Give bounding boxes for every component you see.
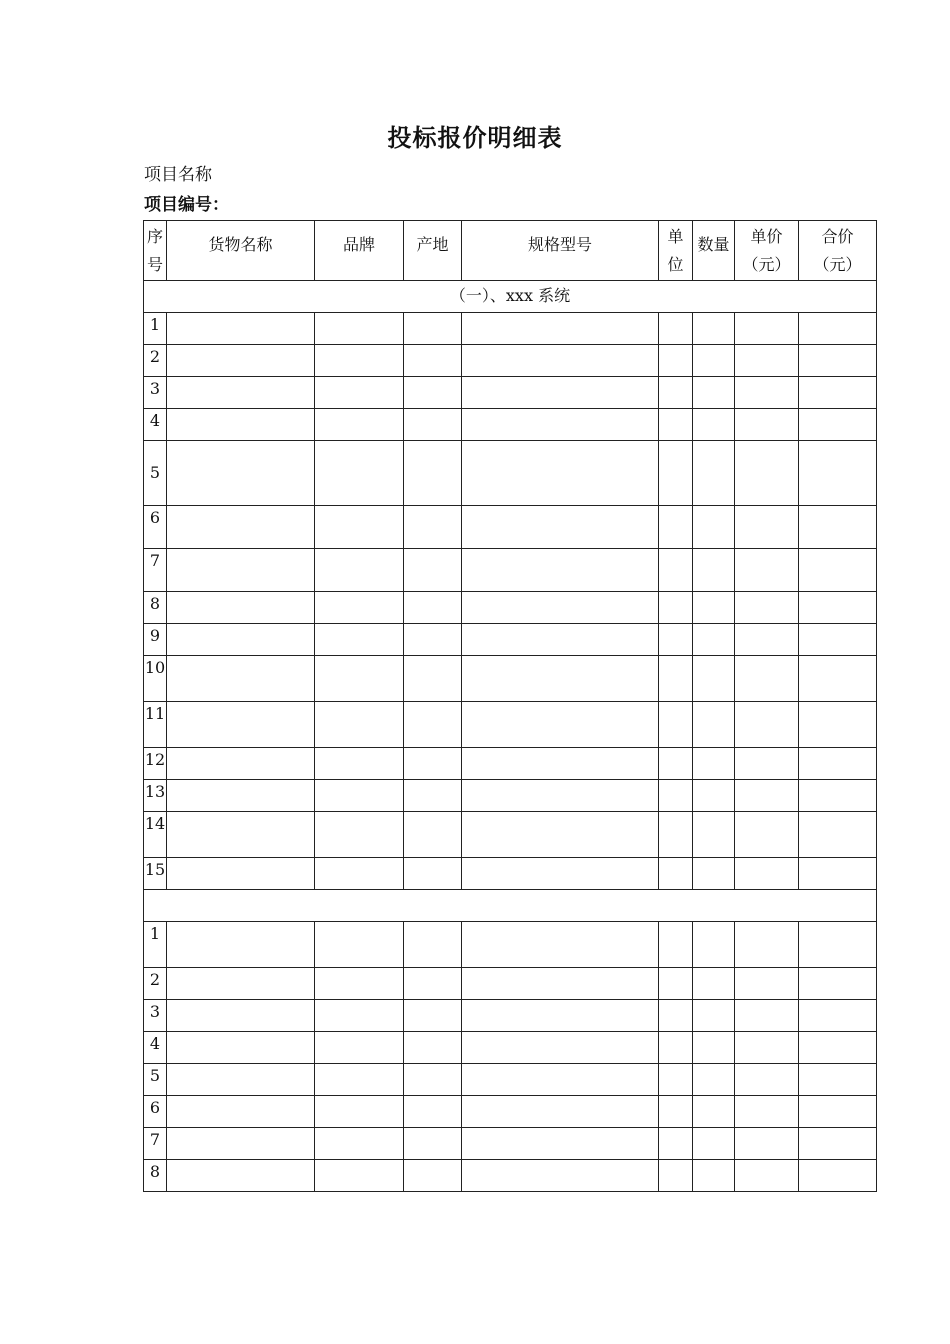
brand-cell [315, 702, 404, 748]
table-row [144, 858, 877, 890]
total-price-cell [799, 592, 877, 624]
brand-cell [315, 345, 404, 377]
total-price-cell [799, 922, 877, 968]
unit-price-cell [735, 812, 799, 858]
header-qty: 数量 [693, 221, 735, 281]
total-price-cell [799, 702, 877, 748]
spec-cell [462, 702, 659, 748]
unit-price-cell [735, 313, 799, 345]
brand-cell [315, 1128, 404, 1160]
qty-cell [693, 624, 735, 656]
seq-cell: 3 [144, 1000, 167, 1032]
unit-price-cell [735, 409, 799, 441]
goods-name-cell [167, 1032, 315, 1064]
brand-cell [315, 506, 404, 549]
total-price-cell [799, 748, 877, 780]
origin-cell [404, 345, 462, 377]
table-row [144, 748, 877, 780]
seq-cell: 8 [144, 1160, 167, 1192]
origin-cell [404, 1032, 462, 1064]
brand-cell [315, 780, 404, 812]
spec-cell [462, 780, 659, 812]
qty-cell [693, 1160, 735, 1192]
table-row [144, 1096, 877, 1128]
unit-price-cell [735, 1064, 799, 1096]
brand-cell [315, 656, 404, 702]
brand-cell [315, 592, 404, 624]
spec-cell [462, 968, 659, 1000]
qty-cell [693, 506, 735, 549]
spec-cell [462, 1064, 659, 1096]
table-row [144, 968, 877, 1000]
unit-cell [659, 1032, 693, 1064]
unit-price-cell [735, 858, 799, 890]
goods-name-cell [167, 968, 315, 1000]
unit-price-cell [735, 377, 799, 409]
qty-cell [693, 780, 735, 812]
brand-cell [315, 1032, 404, 1064]
origin-cell [404, 656, 462, 702]
unit-price-cell [735, 592, 799, 624]
unit-cell [659, 549, 693, 592]
unit-price-cell [735, 624, 799, 656]
goods-name-cell [167, 313, 315, 345]
goods-name-cell [167, 1160, 315, 1192]
section-title: （一）、xxx 系统 [144, 281, 877, 313]
unit-cell [659, 624, 693, 656]
table-row [144, 624, 877, 656]
spec-cell [462, 656, 659, 702]
goods-name-cell [167, 345, 315, 377]
unit-cell [659, 1064, 693, 1096]
qty-cell [693, 748, 735, 780]
goods-name-cell [167, 1096, 315, 1128]
goods-name-cell [167, 409, 315, 441]
origin-cell [404, 922, 462, 968]
unit-cell [659, 313, 693, 345]
spec-cell [462, 1096, 659, 1128]
spec-cell [462, 922, 659, 968]
qty-cell [693, 441, 735, 506]
seq-cell: 13 [144, 780, 167, 812]
table-row [144, 1032, 877, 1064]
origin-cell [404, 858, 462, 890]
goods-name-cell [167, 592, 315, 624]
origin-cell [404, 702, 462, 748]
table-row [144, 549, 877, 592]
section-title-row [144, 890, 877, 922]
seq-cell: 14 [144, 812, 167, 858]
total-price-cell [799, 345, 877, 377]
unit-price-cell [735, 748, 799, 780]
spec-cell [462, 377, 659, 409]
unit-cell [659, 345, 693, 377]
total-price-cell [799, 1032, 877, 1064]
total-price-cell [799, 968, 877, 1000]
table-row [144, 345, 877, 377]
table-row [144, 592, 877, 624]
seq-cell: 5 [144, 441, 167, 506]
unit-price-cell [735, 1160, 799, 1192]
brand-cell [315, 1160, 404, 1192]
quote-detail-table [143, 220, 877, 1192]
header-total-price: 合价 （元） [799, 221, 877, 281]
unit-cell [659, 812, 693, 858]
spec-cell [462, 345, 659, 377]
total-price-cell [799, 506, 877, 549]
brand-cell [315, 409, 404, 441]
brand-cell [315, 858, 404, 890]
project-code-label: 项目编号： [144, 195, 229, 215]
header-row [144, 221, 877, 281]
total-price-cell [799, 858, 877, 890]
goods-name-cell [167, 1128, 315, 1160]
header-seq: 序 号 [144, 221, 167, 281]
unit-cell [659, 780, 693, 812]
goods-name-cell [167, 702, 315, 748]
unit-price-cell [735, 702, 799, 748]
origin-cell [404, 592, 462, 624]
brand-cell [315, 377, 404, 409]
spec-cell [462, 506, 659, 549]
qty-cell [693, 345, 735, 377]
table-row [144, 1128, 877, 1160]
table-row [144, 506, 877, 549]
seq-cell: 10 [144, 656, 167, 702]
brand-cell [315, 968, 404, 1000]
qty-cell [693, 656, 735, 702]
unit-price-cell [735, 968, 799, 1000]
qty-cell [693, 592, 735, 624]
brand-cell [315, 922, 404, 968]
unit-price-cell [735, 345, 799, 377]
qty-cell [693, 1064, 735, 1096]
seq-cell: 5 [144, 1064, 167, 1096]
unit-price-cell [735, 1128, 799, 1160]
brand-cell [315, 1096, 404, 1128]
qty-cell [693, 377, 735, 409]
table-row [144, 441, 877, 506]
origin-cell [404, 624, 462, 656]
header-spec: 规格型号 [462, 221, 659, 281]
total-price-cell [799, 1160, 877, 1192]
origin-cell [404, 780, 462, 812]
unit-cell [659, 748, 693, 780]
total-price-cell [799, 377, 877, 409]
unit-cell [659, 858, 693, 890]
origin-cell [404, 506, 462, 549]
goods-name-cell [167, 506, 315, 549]
total-price-cell [799, 409, 877, 441]
spec-cell [462, 549, 659, 592]
unit-price-cell [735, 506, 799, 549]
table-row [144, 313, 877, 345]
seq-cell: 9 [144, 624, 167, 656]
spec-cell [462, 592, 659, 624]
qty-cell [693, 858, 735, 890]
brand-cell [315, 812, 404, 858]
unit-cell [659, 409, 693, 441]
qty-cell [693, 1096, 735, 1128]
spec-cell [462, 441, 659, 506]
goods-name-cell [167, 748, 315, 780]
qty-cell [693, 313, 735, 345]
goods-name-cell [167, 858, 315, 890]
goods-name-cell [167, 377, 315, 409]
qty-cell [693, 549, 735, 592]
goods-name-cell [167, 441, 315, 506]
section-title-row [144, 281, 877, 313]
brand-cell [315, 1000, 404, 1032]
spec-cell [462, 409, 659, 441]
total-price-cell [799, 1064, 877, 1096]
unit-price-cell [735, 1000, 799, 1032]
unit-cell [659, 1000, 693, 1032]
qty-cell [693, 968, 735, 1000]
origin-cell [404, 377, 462, 409]
unit-price-cell [735, 1096, 799, 1128]
qty-cell [693, 409, 735, 441]
header-origin: 产地 [404, 221, 462, 281]
header-goods-name: 货物名称 [167, 221, 315, 281]
spec-cell [462, 812, 659, 858]
goods-name-cell [167, 1000, 315, 1032]
total-price-cell [799, 656, 877, 702]
unit-cell [659, 1128, 693, 1160]
table-row [144, 780, 877, 812]
table-row [144, 409, 877, 441]
seq-cell: 4 [144, 1032, 167, 1064]
unit-price-cell [735, 549, 799, 592]
goods-name-cell [167, 1064, 315, 1096]
unit-cell [659, 377, 693, 409]
spec-cell [462, 1032, 659, 1064]
qty-cell [693, 702, 735, 748]
origin-cell [404, 1064, 462, 1096]
goods-name-cell [167, 812, 315, 858]
table-row [144, 656, 877, 702]
header-brand: 品牌 [315, 221, 404, 281]
total-price-cell [799, 780, 877, 812]
brand-cell [315, 624, 404, 656]
table-row [144, 1160, 877, 1192]
spec-cell [462, 1000, 659, 1032]
unit-cell [659, 592, 693, 624]
qty-cell [693, 1032, 735, 1064]
seq-cell: 1 [144, 922, 167, 968]
table-row [144, 702, 877, 748]
goods-name-cell [167, 922, 315, 968]
brand-cell [315, 549, 404, 592]
table-row [144, 377, 877, 409]
brand-cell [315, 748, 404, 780]
unit-price-cell [735, 656, 799, 702]
header-unit: 单 位 [659, 221, 693, 281]
seq-cell: 2 [144, 345, 167, 377]
origin-cell [404, 1096, 462, 1128]
project-name-label: 项目名称 [144, 165, 212, 185]
total-price-cell [799, 812, 877, 858]
seq-cell: 6 [144, 1096, 167, 1128]
table-row [144, 1064, 877, 1096]
brand-cell [315, 441, 404, 506]
origin-cell [404, 313, 462, 345]
total-price-cell [799, 1128, 877, 1160]
unit-cell [659, 656, 693, 702]
seq-cell: 4 [144, 409, 167, 441]
seq-cell: 8 [144, 592, 167, 624]
seq-cell: 15 [144, 858, 167, 890]
origin-cell [404, 549, 462, 592]
total-price-cell [799, 1000, 877, 1032]
unit-price-cell [735, 780, 799, 812]
brand-cell [315, 313, 404, 345]
qty-cell [693, 1128, 735, 1160]
seq-cell: 6 [144, 506, 167, 549]
origin-cell [404, 968, 462, 1000]
origin-cell [404, 1000, 462, 1032]
unit-price-cell [735, 922, 799, 968]
unit-cell [659, 702, 693, 748]
seq-cell: 1 [144, 313, 167, 345]
seq-cell: 3 [144, 377, 167, 409]
qty-cell [693, 1000, 735, 1032]
goods-name-cell [167, 549, 315, 592]
unit-cell [659, 1160, 693, 1192]
spec-cell [462, 1160, 659, 1192]
goods-name-cell [167, 624, 315, 656]
total-price-cell [799, 549, 877, 592]
table-row [144, 922, 877, 968]
origin-cell [404, 409, 462, 441]
unit-cell [659, 968, 693, 1000]
total-price-cell [799, 624, 877, 656]
seq-cell: 12 [144, 748, 167, 780]
brand-cell [315, 1064, 404, 1096]
seq-cell: 7 [144, 1128, 167, 1160]
unit-cell [659, 922, 693, 968]
origin-cell [404, 1128, 462, 1160]
header-unit-price: 单价 （元） [735, 221, 799, 281]
total-price-cell [799, 1096, 877, 1128]
unit-cell [659, 1096, 693, 1128]
table-row [144, 1000, 877, 1032]
seq-cell: 2 [144, 968, 167, 1000]
spec-cell [462, 1128, 659, 1160]
unit-price-cell [735, 1032, 799, 1064]
qty-cell [693, 812, 735, 858]
goods-name-cell [167, 780, 315, 812]
spec-cell [462, 748, 659, 780]
unit-price-cell [735, 441, 799, 506]
origin-cell [404, 748, 462, 780]
page-title: 投标报价明细表 [387, 124, 563, 152]
seq-cell: 7 [144, 549, 167, 592]
seq-cell: 11 [144, 702, 167, 748]
section-title [144, 890, 877, 922]
spec-cell [462, 858, 659, 890]
qty-cell [693, 922, 735, 968]
spec-cell [462, 313, 659, 345]
origin-cell [404, 441, 462, 506]
unit-cell [659, 441, 693, 506]
unit-cell [659, 506, 693, 549]
origin-cell [404, 1160, 462, 1192]
goods-name-cell [167, 656, 315, 702]
total-price-cell [799, 313, 877, 345]
table-row [144, 812, 877, 858]
origin-cell [404, 812, 462, 858]
spec-cell [462, 624, 659, 656]
total-price-cell [799, 441, 877, 506]
